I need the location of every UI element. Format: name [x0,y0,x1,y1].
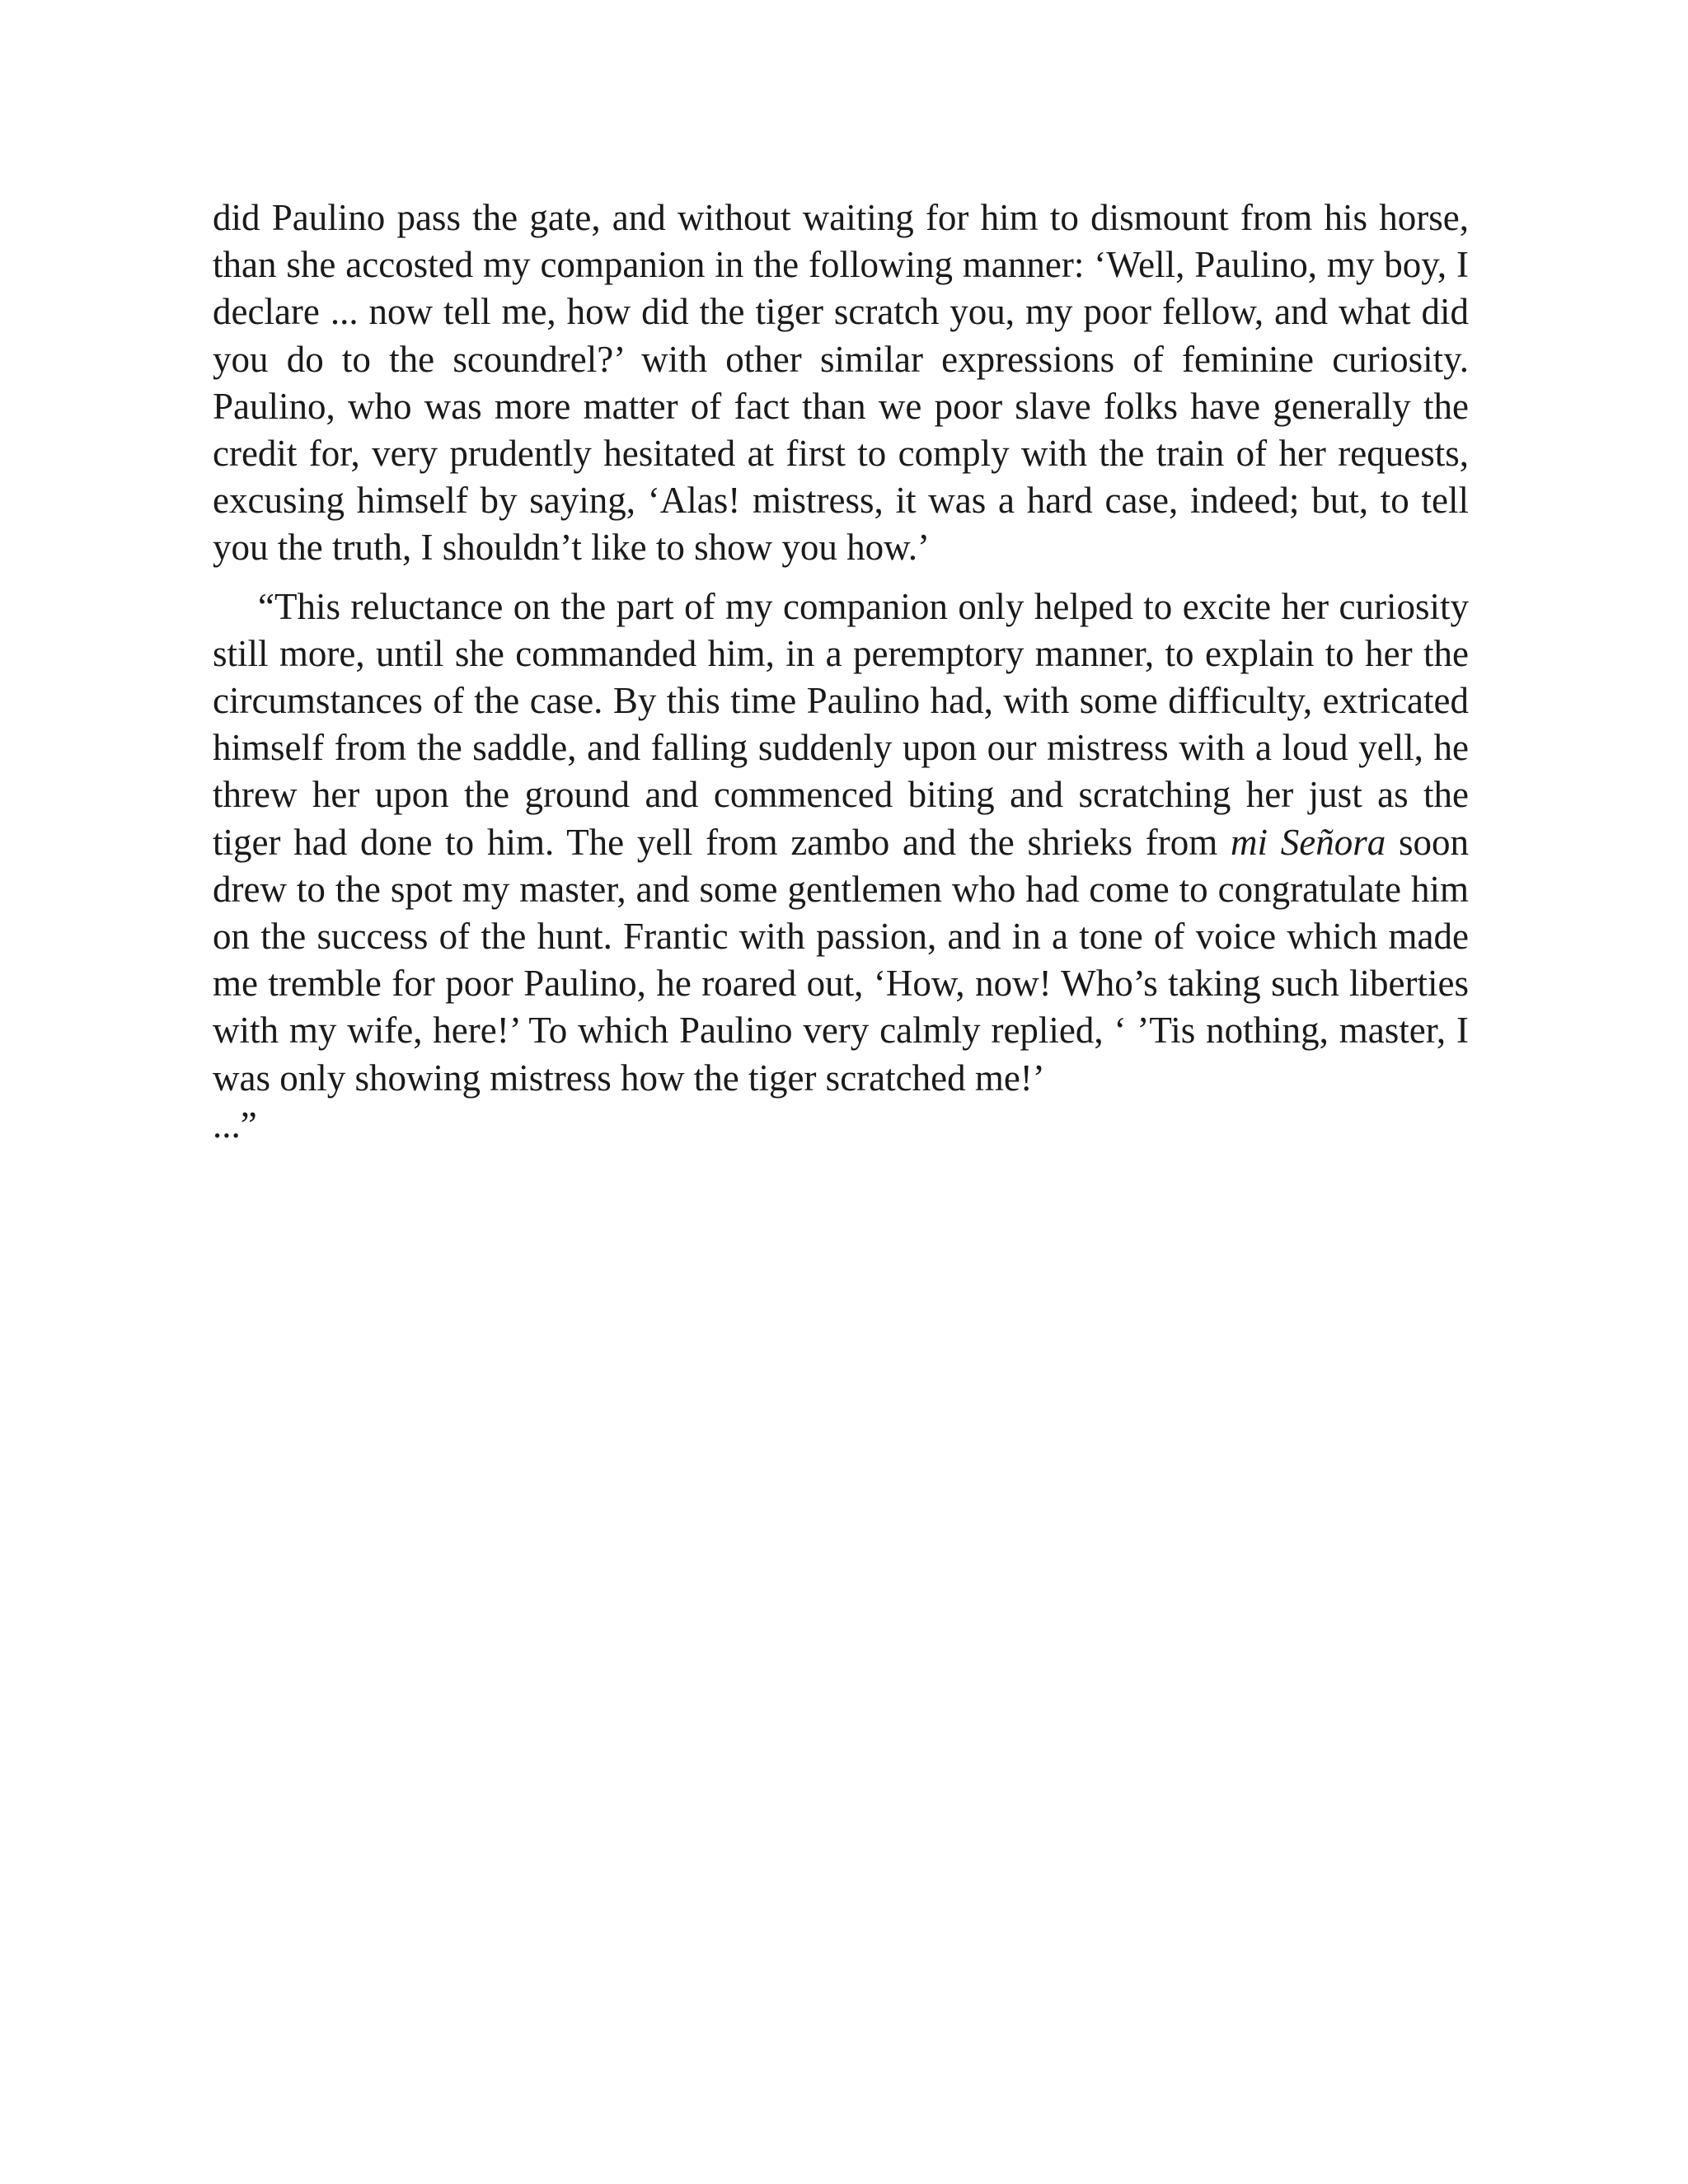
paragraph-2-text-end: soon drew to the spot my master, and some gentlemen who had come to congratulate him on the success of the hunt. Frantic with passion, and in a tone of voice which made me tremble for poor Paulino, he roared out, ‘How, now! Who’s taking such liberties with my wife, here!’ To which Paulino very calmly replied, ‘ ’Tis nothing, master, I was only showing mistress how the tiger scratched me!’ [213,821,1469,1099]
paragraph-1-text: did Paulino pass the gate, and without waiting for him to dismount from his horse, than she accosted my companion in the following manner: ‘Well, Paulino, my boy, I declare ... now tell me, how did the tiger scratch you, my poor fellow, and what did you do to the scoundrel?’ with other similar expressions of feminine curiosity. Paulino, who was more matter of fact than we poor slave folks have generally the credit for, very prudently hesitated at first to comply with the train of her requests, excusing himself by saying, ‘Alas! mistress, it was a hard case, indeed; but, to tell you the truth, I shouldn’t like to show you how.’ [213,197,1469,569]
paragraph-2-ellipsis: ...” [213,1104,257,1146]
paragraph-2 [213,583,1469,1149]
body-text [213,194,1469,1149]
italic-phrase: mi Señora [1230,821,1386,863]
paragraph-2-text-start: “This reluctance on the part of my companion only helped to excite her curiosity still more, until she commanded him, in a peremptory manner, to explain to her the circumstances of the case. By this time Paulino had, with some difficulty, extricated himself from the saddle, and falling suddenly upon our mistress with a loud yell, he threw her upon the ground and commenced biting and scratching her just as the tiger had done to him. The yell from zambo and the shrieks from [213,585,1469,863]
paragraph-1 [213,194,1469,572]
